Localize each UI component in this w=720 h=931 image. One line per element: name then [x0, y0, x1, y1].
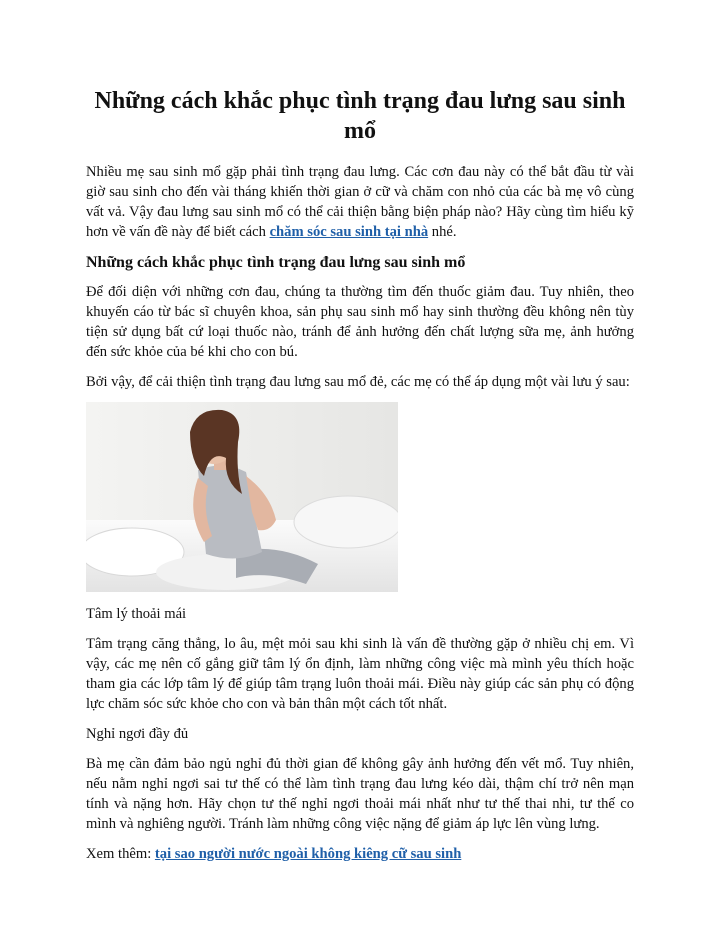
intro-text: Nhiều mẹ sau sinh mổ gặp phải tình trạng đau lưng. Các cơn đau này có thể bắt đầu từ vài giờ sau sinh cho đến vài tháng khiến thời gian ở cữ và chăm con nhỏ của các bà mẹ vô cùng vất vả. Vậy đau lưng sau sinh mổ có thể cải thiện bằng biện pháp nào? Hãy cùng tìm hiểu kỹ hơn về vấn đề này để biết cách: [86, 164, 634, 240]
tip-1-body: Tâm trạng căng thẳng, lo âu, mệt mỏi sau khi sinh là vấn đề thường gặp ở nhiều chị em. Vì vậy, các mẹ nên cố gắng giữ tâm lý ổn định, làm những công việc mà mình yêu thích hoặc tham gia các lớp tâm lý để giúp tâm trạng luôn thoải mái. Điều này giúp các sản phụ có động lực chăm sóc sức khỏe cho con và bản thân một cách tốt nhất.: [86, 636, 634, 712]
document-title: Những cách khắc phục tình trạng đau lưng sau sinh mổ: [94, 88, 626, 144]
tip-2-body: Bà mẹ cần đảm bảo ngủ nghỉ đủ thời gian để không gây ảnh hưởng đến vết mổ. Tuy nhiên, nếu nằm nghỉ ngơi sai tư thế có thể làm tình trạng đau lưng kéo dài, thậm chí trở nên mạn tính và nặng hơn. Hãy chọn tư thế nghỉ ngơi thoải mái nhất như tư thế thai nhi, tư thế co mình và nghiêng người. Tránh làm những công việc nặng để giảm áp lực lên vùng lưng.: [86, 756, 634, 832]
postnatal-care-link[interactable]: chăm sóc sau sinh tại nhà: [269, 224, 429, 240]
intro-text-end: nhé.: [428, 224, 457, 240]
back-pain-photo: [86, 402, 398, 592]
see-also: [86, 844, 634, 864]
paragraph-painkillers: Để đối diện với những cơn đau, chúng ta thường tìm đến thuốc giảm đau. Tuy nhiên, theo khuyến cáo từ bác sĩ chuyên khoa, sản phụ sau sinh mổ hay sinh thường đều không nên tùy tiện sử dụng bất cứ loại thuốc nào, tránh để ảnh hưởng đến chất lượng sữa mẹ, ảnh hưởng đến sức khỏe của bé khi cho con bú.: [86, 284, 634, 360]
section-heading: Những cách khắc phục tình trạng đau lưng sau sinh mổ: [86, 254, 466, 271]
intro-paragraph: [86, 162, 634, 242]
tip-1-heading: Tâm lý thoải mái: [86, 606, 187, 622]
tip-2-heading: Nghỉ ngơi đầy đủ: [86, 726, 189, 742]
see-also-label: Xem thêm:: [86, 846, 155, 862]
paragraph-tips-intro: Bởi vậy, để cải thiện tình trạng đau lưng sau mổ đẻ, các mẹ có thể áp dụng một vài lưu ý sau:: [86, 374, 630, 390]
see-also-link[interactable]: tại sao người nước ngoài không kiêng cữ sau sinh: [154, 846, 462, 862]
